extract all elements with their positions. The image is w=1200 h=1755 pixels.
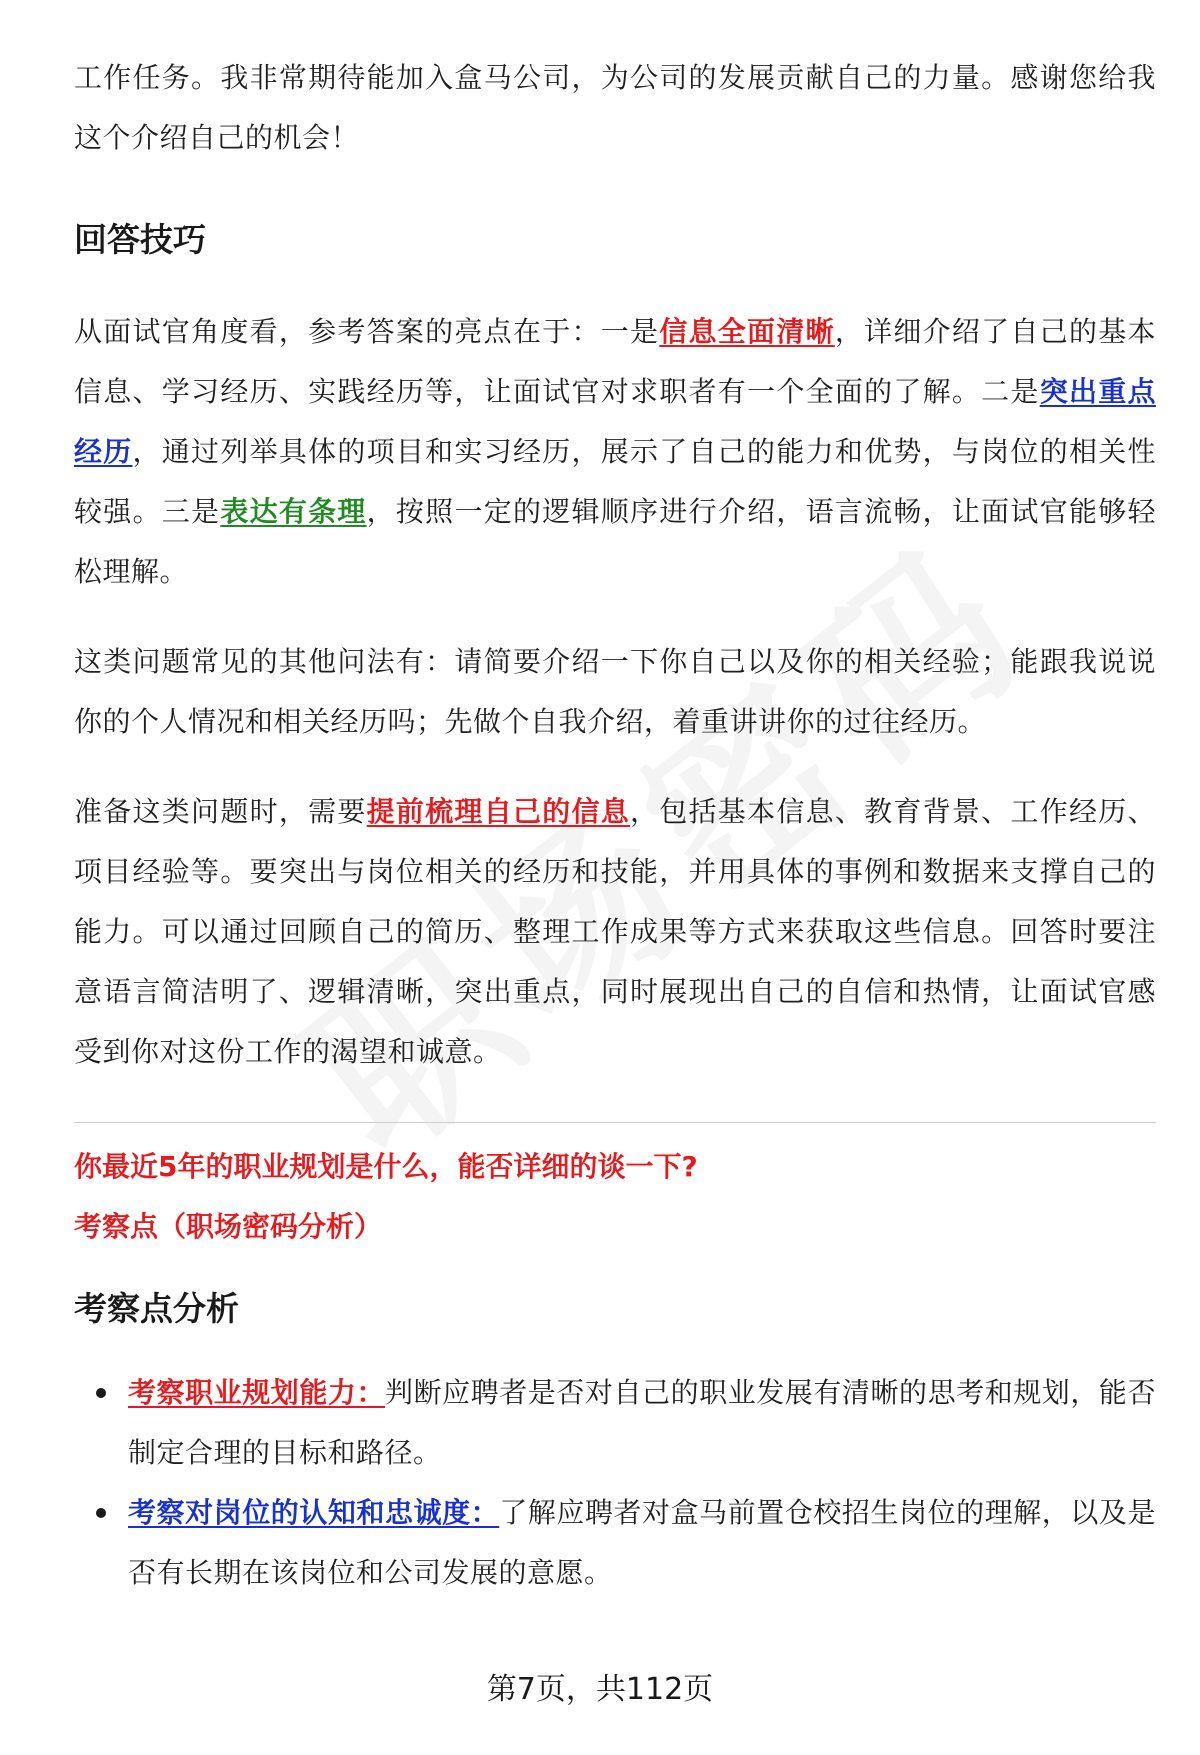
analysis-item-label: 考察职业规划能力： — [128, 1376, 386, 1409]
bullet-icon — [96, 1508, 106, 1518]
bullet-icon — [96, 1388, 106, 1398]
highlight-key-experience: 突出重点经历 — [74, 375, 1156, 468]
tips-p3-text-2: ，包括基本信息、教育背景、工作经历、项目经验等。要突出与岗位相关的经历和技能，并用具体的事例和数据来支撑自己的能力。可以通过回顾自己的简历、整理工作成果等方式来获取这些信息。回答时要注意语言简洁明了、逻辑清晰，突出重点，同时展现出自己的自信和热情，让面试官感受到你对这份工作的渴望和诚意。 — [74, 795, 1156, 1068]
question-title: 你最近5年的职业规划是什么，能否详细的谈一下? — [74, 1150, 698, 1183]
highlight-organized-expression: 表达有条理 — [220, 495, 367, 528]
tips-p1-text-4: ，按照一定的逻辑顺序进行介绍，语言流畅，让面试官能够轻松理解。 — [74, 495, 1156, 588]
tips-paragraph-3 — [74, 782, 1156, 1082]
tips-paragraph-2: 这类问题常见的其他问法有：请简要介绍一下你自己以及你的相关经验；能跟我说说你的个人情况和相关经历吗；先做个自我介绍，着重讲讲你的过往经历。 — [74, 645, 1156, 738]
highlight-prepare-info: 提前梳理自己的信息 — [366, 795, 631, 828]
question-subtitle: 考察点（职场密码分析） — [74, 1210, 383, 1243]
analysis-list — [74, 1363, 1156, 1603]
analysis-item-text: 了解应聘者对盒马前置仓校招生岗位的理解，以及是否有长期在该岗位和公司发展的意愿。 — [128, 1496, 1156, 1589]
tips-p1-text-2: ，详细介绍了自己的基本信息、学习经历、实践经历等，让面试官对求职者有一个全面的了解。二是 — [74, 315, 1156, 408]
analysis-item-text: 判断应聘者是否对自己的职业发展有清晰的思考和规划，能否制定合理的目标和路径。 — [128, 1376, 1156, 1469]
tips-p3-text-1: 准备这类问题时，需要 — [74, 795, 367, 828]
document-page — [74, 48, 1156, 1603]
tips-p1-text-3: ，通过列举具体的项目和实习经历，展示了自己的能力和优势，与岗位的相关性较强。三是 — [74, 435, 1156, 528]
tips-heading: 回答技巧 — [74, 220, 206, 259]
intro-closing-paragraph: 工作任务。我非常期待能加入盒马公司，为公司的发展贡献自己的力量。感谢您给我这个介绍自己的机会！ — [74, 61, 1156, 154]
page-number-footer: 第7页，共112页 — [486, 1672, 714, 1707]
list-item — [74, 1363, 1156, 1483]
tips-p1-text-1: 从面试官角度看，参考答案的亮点在于：一是 — [74, 315, 660, 348]
highlight-info-complete: 信息全面清晰 — [659, 315, 835, 348]
analysis-heading: 考察点分析 — [74, 1289, 239, 1328]
list-item — [74, 1483, 1156, 1603]
tips-paragraph-1 — [74, 302, 1156, 602]
analysis-item-label: 考察对岗位的认知和忠诚度： — [128, 1496, 500, 1529]
